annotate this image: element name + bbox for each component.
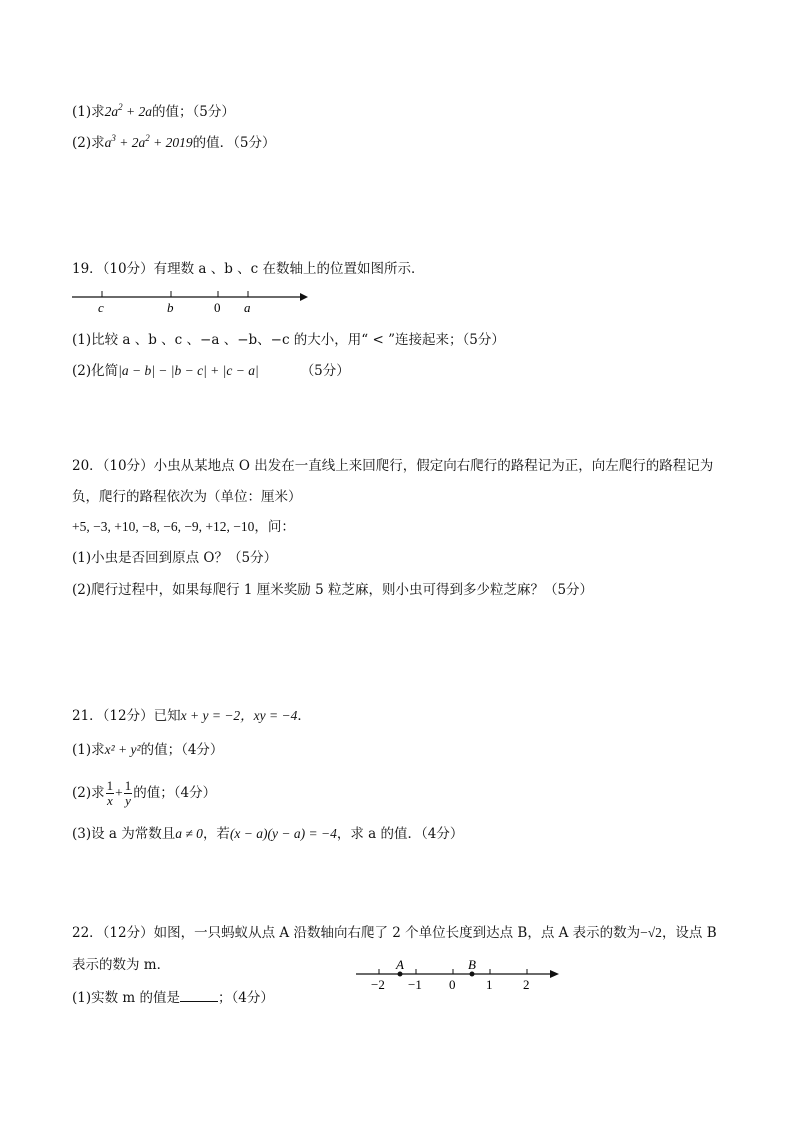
neg-sqrt2: −√2 [640,925,662,940]
label-0: 0 [214,300,221,315]
tick-label-2: 2 [523,977,530,992]
q19-title: 19．（10分）有理数 a 、b 、c 在数轴上的位置如图所示． [72,261,425,277]
answer-blank[interactable] [180,987,218,1002]
q22-number-line [352,956,564,992]
q18-p2-expr: $a^3 + 2a^2 + 2019$ [104,133,193,150]
tick-label-neg1: −1 [408,977,422,992]
label-point-a: A [396,957,404,972]
label-b: b [167,300,174,315]
q18-p1-expr: $2a^2 + 2a$ [104,102,152,119]
label-point-b: B [468,957,476,972]
q18-part2: (2)求$a^3 + 2a^2 + 2019$的值．（5分） [72,133,276,151]
q20-sequence: +5, −3, +10, −8, −6, −9, +12, −10，问： [72,519,295,535]
q22-part1: (1)实数 m 的值是 ；（4分） [72,987,274,1008]
q18-part1: (1)求$2a^2 + 2a$的值；（5分） [72,102,235,120]
q19-part2: (2)化简|a − b| − |b − c| + |c − a| （5分） [72,363,350,379]
q22-line1: 22．（12分）如图，一只蚂蚁从点 A 沿数轴向右爬了 2 个单位长度到达点 B，点 A 表示的数为−√2，设点 B [72,925,717,941]
q20-part1: (1)小虫是否回到原点 O？（5分） [72,550,278,566]
label-a: a [244,300,251,315]
axis-arrow-icon [550,970,559,978]
q19-abs-expr: |a − b| − |b − c| + |c − a| [118,363,259,378]
fraction-1-over-y: $\frac{1}{y}$ [124,778,132,808]
q21-part3: (3)设 a 为常数且a ≠ 0，若(x − a)(y − a) = −4，求 a 的值．（4分） [72,826,464,842]
label-c: c [98,300,104,315]
q22-line2: 表示的数为 m． [72,957,171,973]
tick-label-1: 1 [486,977,493,992]
axis-arrow-icon [300,293,308,301]
q19-part1: (1)比较 a 、b 、c 、−a 、−b、−c 的大小，用“ < ”连接起来；（5分） [72,332,505,348]
q20-line2: 负，爬行的路程依次为（单位：厘米） [72,489,302,505]
q21-part1: (1)求x² + y²的值；（4分） [72,742,224,758]
tick-label-0: 0 [449,977,456,992]
q20-line1: 20．（10分）小虫从某地点 O 出发在一直线上来回爬行，假定向右爬行的路程记为正，向左爬行的路程记为 [72,458,714,474]
point-b [470,972,475,977]
q20-part2: (2)爬行过程中，如果每爬行 1 厘米奖励 5 粒芝麻，则小虫可得到多少粒芝麻？（5分） [72,582,594,598]
q21-part2: (2)求 $\frac{1}{x}$ + $\frac{1}{y}$ 的值；（4分） [72,778,217,808]
tick-label-neg2: −2 [371,977,385,992]
q21-title: 21．（12分）已知x + y = −2，xy = −4． [72,708,311,724]
point-a [398,972,403,977]
fraction-1-over-x: $\frac{1}{x}$ [106,778,114,808]
q19-number-line [68,285,318,317]
